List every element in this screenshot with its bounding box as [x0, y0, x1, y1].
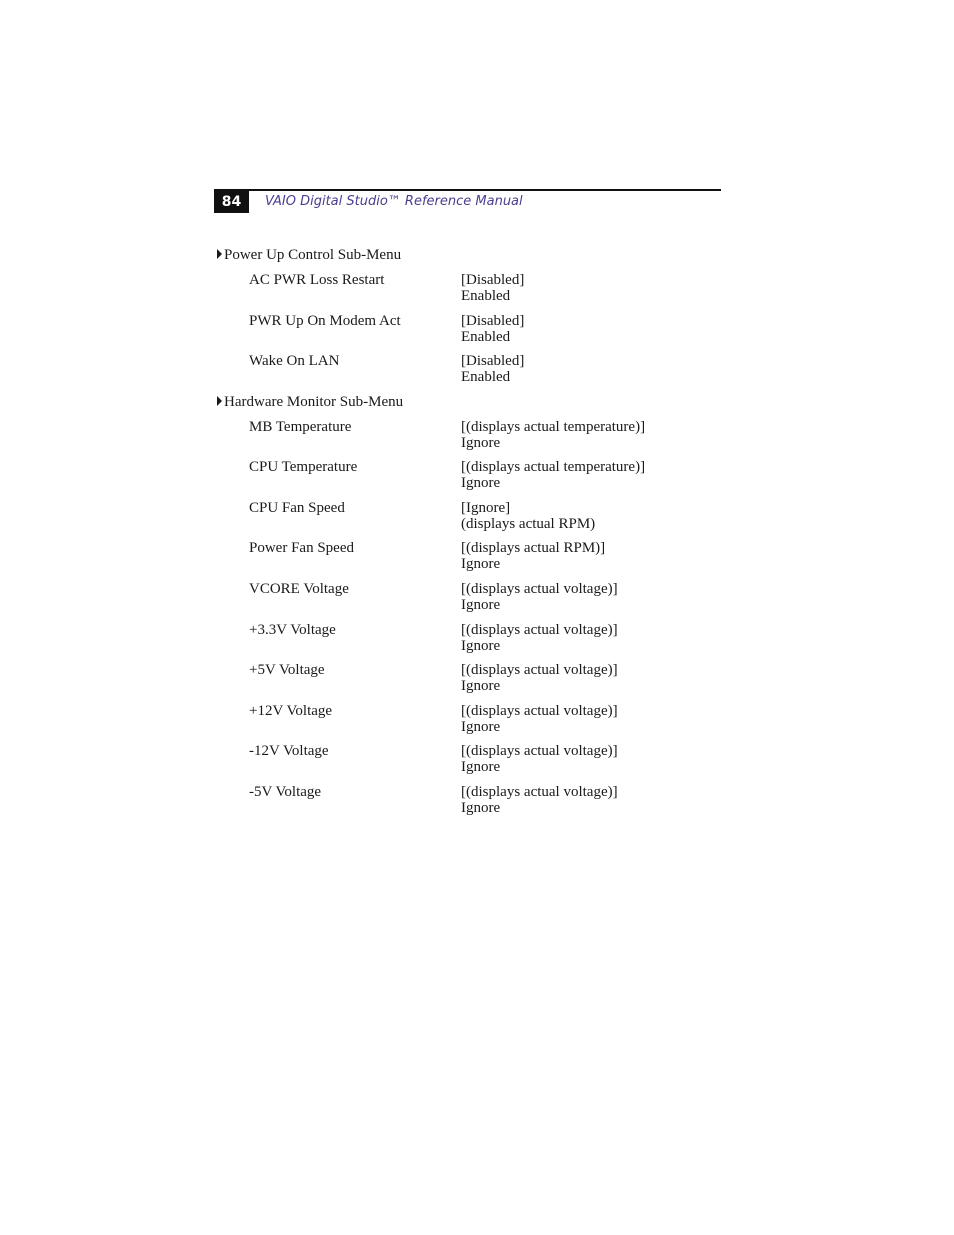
setting-label: AC PWR Loss Restart — [249, 272, 385, 288]
setting-label: Wake On LAN — [249, 353, 340, 369]
section-title: Power Up Control Sub-Menu — [224, 247, 402, 263]
setting-values — [461, 662, 618, 694]
default-value: [(displays actual temperature)] — [461, 419, 646, 435]
setting-label: -5V Voltage — [249, 784, 322, 800]
alternate-value: Enabled — [461, 329, 511, 345]
setting-label: VCORE Voltage — [249, 581, 349, 597]
default-value: [(displays actual temperature)] — [461, 459, 646, 475]
alternate-value: Ignore — [461, 435, 501, 451]
alternate-value: Ignore — [461, 556, 501, 572]
section-title: Hardware Monitor Sub-Menu — [224, 394, 404, 410]
setting-row — [0, 459, 954, 493]
setting-label: +12V Voltage — [249, 703, 333, 719]
setting-row — [0, 353, 954, 387]
setting-row — [0, 500, 954, 534]
setting-row — [0, 622, 954, 656]
setting-label: +3.3V Voltage — [249, 622, 336, 638]
setting-values — [461, 540, 605, 572]
default-value: [Disabled] — [461, 313, 525, 329]
setting-label: -12V Voltage — [249, 743, 329, 759]
setting-label: +5V Voltage — [249, 662, 325, 678]
section-heading-hardware-monitor — [217, 393, 403, 411]
setting-row — [0, 419, 954, 453]
default-value: [Ignore] — [461, 500, 511, 516]
default-value: [Disabled] — [461, 272, 525, 288]
header-rule — [214, 189, 721, 191]
default-value: [(displays actual voltage)] — [461, 622, 618, 638]
setting-values — [461, 459, 645, 491]
alternate-value: Ignore — [461, 800, 501, 816]
setting-values — [461, 703, 618, 735]
setting-row — [0, 540, 954, 574]
setting-label: Power Fan Speed — [249, 540, 354, 556]
setting-label: CPU Fan Speed — [249, 500, 345, 516]
setting-values — [461, 500, 595, 532]
setting-label: PWR Up On Modem Act — [249, 313, 401, 329]
default-value: [Disabled] — [461, 353, 525, 369]
default-value: [(displays actual RPM)] — [461, 540, 606, 556]
page-number: 84 — [214, 191, 249, 213]
setting-values — [461, 313, 524, 345]
alternate-value: Ignore — [461, 678, 501, 694]
arrow-icon — [217, 396, 222, 406]
setting-values — [461, 784, 618, 816]
section-heading-power-up — [217, 246, 401, 264]
setting-values — [461, 581, 618, 613]
setting-row — [0, 313, 954, 347]
setting-row — [0, 662, 954, 696]
alternate-value: Ignore — [461, 597, 501, 613]
setting-row — [0, 272, 954, 306]
setting-values — [461, 272, 524, 304]
setting-row — [0, 784, 954, 818]
setting-values — [461, 419, 645, 451]
setting-label: CPU Temperature — [249, 459, 358, 475]
alternate-value: Enabled — [461, 369, 511, 385]
alternate-value: Ignore — [461, 759, 501, 775]
default-value: [(displays actual voltage)] — [461, 784, 618, 800]
alternate-value: Ignore — [461, 719, 501, 735]
alternate-value: (displays actual RPM) — [461, 516, 596, 532]
default-value: [(displays actual voltage)] — [461, 662, 618, 678]
setting-values — [461, 622, 618, 654]
setting-label: MB Temperature — [249, 419, 352, 435]
running-title: VAIO Digital Studio™ Reference Manual — [265, 194, 523, 209]
setting-row — [0, 743, 954, 777]
arrow-icon — [217, 249, 222, 259]
alternate-value: Enabled — [461, 288, 511, 304]
setting-values — [461, 743, 618, 775]
setting-row — [0, 581, 954, 615]
setting-row — [0, 703, 954, 737]
setting-values — [461, 353, 524, 385]
alternate-value: Ignore — [461, 638, 501, 654]
alternate-value: Ignore — [461, 475, 501, 491]
default-value: [(displays actual voltage)] — [461, 743, 618, 759]
default-value: [(displays actual voltage)] — [461, 581, 618, 597]
default-value: [(displays actual voltage)] — [461, 703, 618, 719]
